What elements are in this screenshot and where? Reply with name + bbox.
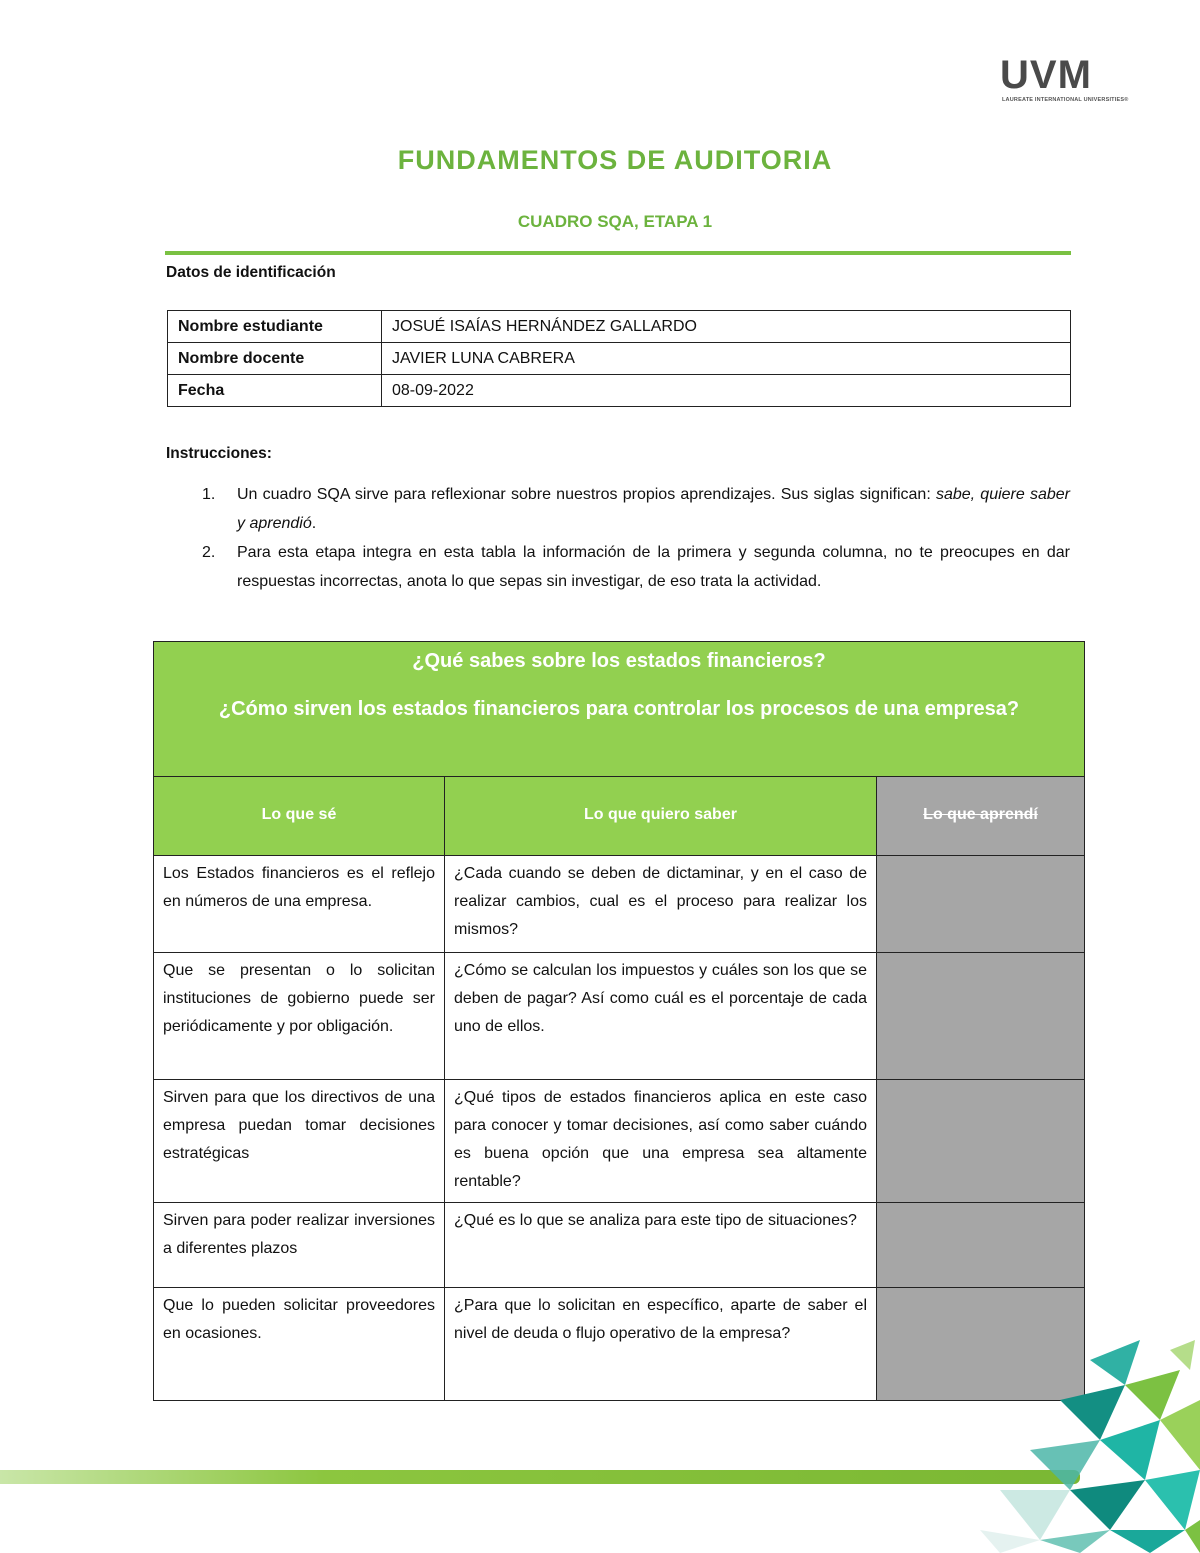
teacher-name-label: Nombre docente — [168, 343, 382, 375]
date-label: Fecha — [168, 375, 382, 407]
cell-se: Que se presentan o lo solicitan instituciones de gobierno puede ser periódicamente y por obligación. — [154, 953, 445, 1080]
header-lo-que-se: Lo que sé — [154, 777, 445, 856]
question-1: ¿Qué sabes sobre los estados financieros? — [412, 650, 826, 672]
list-item — [166, 480, 1070, 538]
table-row — [168, 311, 1071, 343]
question-row — [154, 642, 1085, 777]
header-lo-que-quiero-saber: Lo que quiero saber — [445, 777, 877, 856]
logo-subtext: LAUREATE INTERNATIONAL UNIVERSITIES® — [1002, 97, 1129, 103]
cell-quiero: ¿Qué es lo que se analiza para este tipo de situaciones? — [445, 1203, 877, 1288]
instructions-label: Instrucciones: — [166, 445, 272, 462]
footer-green-bar — [0, 1470, 1080, 1484]
list-number: 2. — [202, 544, 216, 561]
cell-quiero: ¿Qué tipos de estados financieros aplica en este caso para conocer y tomar decisiones, así como saber cuándo es buena opción que una empresa sea altamente rentable? — [445, 1080, 877, 1203]
cell-se: Sirven para poder realizar inversiones a diferentes plazos — [154, 1203, 445, 1288]
list-number: 1. — [202, 486, 216, 503]
table-row — [168, 343, 1071, 375]
identification-label: Datos de identificación — [166, 264, 336, 281]
cell-quiero: ¿Cada cuando se deben de dictaminar, y en el caso de realizar cambios, cual es el proceso para realizar los mismos? — [445, 856, 877, 953]
logo-text: UVM — [1000, 53, 1092, 97]
cell-aprendi — [877, 1203, 1085, 1288]
teacher-name-value: JAVIER LUNA CABRERA — [382, 343, 1071, 375]
student-name-value: JOSUÉ ISAÍAS HERNÁNDEZ GALLARDO — [382, 311, 1071, 343]
cell-aprendi — [877, 953, 1085, 1080]
header-row — [154, 777, 1085, 856]
identification-table — [167, 310, 1071, 407]
uvm-logo — [1000, 53, 1129, 105]
cell-quiero: ¿Cómo se calculan los impuestos y cuáles son los que se deben de pagar? Así como cuál es el porcentaje de cada uno de ellos. — [445, 953, 877, 1080]
header-lo-que-aprendi-text: Lo que aprendí — [923, 806, 1038, 823]
header-lo-que-aprendi — [877, 777, 1085, 856]
cell-se: Sirven para que los directivos de una empresa puedan tomar decisiones estratégicas — [154, 1080, 445, 1203]
list-item — [166, 538, 1070, 596]
instruction-text: Un cuadro SQA sirve para reflexionar sobre nuestros propios aprendizajes. Sus siglas significan: — [237, 486, 936, 503]
cell-se: Los Estados financieros es el reflejo en números de una empresa. — [154, 856, 445, 953]
table-row — [154, 856, 1085, 953]
page-title: FUNDAMENTOS DE AUDITORIA — [397, 145, 833, 175]
instruction-tail: . — [311, 515, 317, 532]
table-row — [154, 1080, 1085, 1203]
student-name-label: Nombre estudiante — [168, 311, 382, 343]
header-divider — [165, 251, 1071, 255]
instructions-list — [166, 480, 1070, 596]
page-subtitle: CUADRO SQA, ETAPA 1 — [517, 212, 713, 231]
question-cell — [154, 642, 1085, 777]
date-value: 08-09-2022 — [382, 375, 1071, 407]
cell-quiero: ¿Para que lo solicitan en específico, aparte de saber el nivel de deuda o flujo operativo de la empresa? — [445, 1288, 877, 1401]
cell-se: Que lo pueden solicitar proveedores en ocasiones. — [154, 1288, 445, 1401]
instruction-italic: sabe, quiere saber y aprendió — [237, 486, 1070, 532]
table-row — [154, 1203, 1085, 1288]
table-row — [154, 953, 1085, 1080]
table-row — [168, 375, 1071, 407]
cell-aprendi — [877, 856, 1085, 953]
decorative-triangles-graphic — [940, 1340, 1200, 1553]
cell-aprendi — [877, 1080, 1085, 1203]
instruction-text: Para esta etapa integra en esta tabla la información de la primera y segunda columna, no te preocupes en dar respuestas incorrectas, anota lo que sepas sin investigar, de eso trata la actividad. — [237, 544, 1070, 590]
question-2: ¿Cómo sirven los estados financieros para controlar los procesos de una empresa? — [218, 698, 1020, 720]
sqa-table — [153, 641, 1085, 1401]
